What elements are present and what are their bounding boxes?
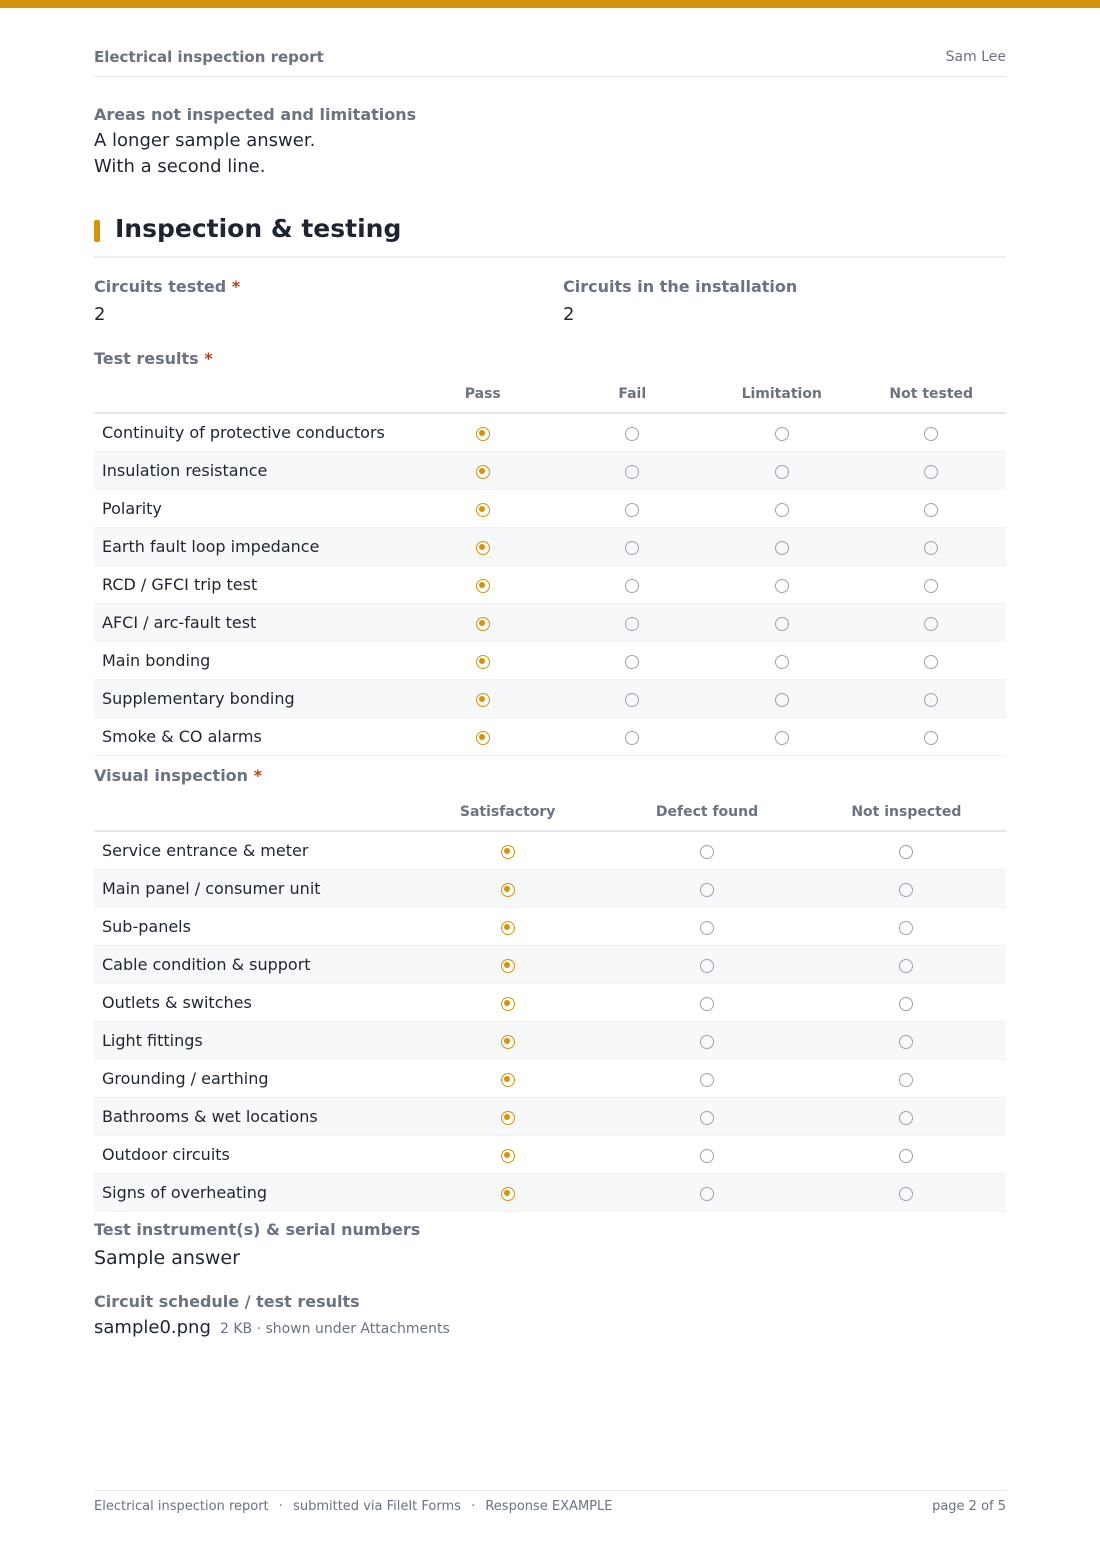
radio-cell-pass [408, 642, 558, 680]
table-row [94, 1136, 1006, 1174]
radio-cell-not-tested [857, 566, 1007, 604]
row-label: Cable condition & support [94, 946, 408, 984]
radio-limitation[interactable] [775, 579, 789, 593]
visual-inspection-label-text: Visual inspection [94, 766, 249, 785]
radio-cell-pass [408, 490, 558, 528]
table-row [94, 870, 1006, 908]
circuit-schedule-field [94, 1292, 450, 1338]
radio-not-inspected[interactable] [899, 1073, 913, 1087]
radio-cell-fail [558, 566, 708, 604]
radio-not-tested[interactable] [924, 579, 938, 593]
table-row [94, 604, 1006, 642]
radio-fail[interactable] [625, 731, 639, 745]
radio-satisfactory[interactable] [501, 1149, 515, 1163]
areas-not-inspected-field [94, 105, 416, 180]
radio-satisfactory[interactable] [501, 1073, 515, 1087]
radio-satisfactory[interactable] [501, 997, 515, 1011]
radio-defect-found[interactable] [700, 1035, 714, 1049]
radio-satisfactory[interactable] [501, 883, 515, 897]
radio-cell-not-inspected [807, 1174, 1006, 1212]
row-label: Light fittings [94, 1022, 408, 1060]
radio-cell-limitation [707, 680, 857, 718]
column-header-satisfactory: Satisfactory [408, 794, 607, 831]
radio-not-tested[interactable] [924, 427, 938, 441]
radio-cell-fail [558, 452, 708, 490]
radio-pass[interactable] [476, 579, 490, 593]
circuits-tested-field [94, 277, 240, 328]
radio-not-inspected[interactable] [899, 921, 913, 935]
row-label: Polarity [94, 490, 408, 528]
answer-line-1: A longer sample answer. [94, 130, 316, 151]
attachment-file-name: sample0.png [94, 1317, 211, 1338]
radio-cell-not-tested [857, 528, 1007, 566]
radio-cell-limitation [707, 604, 857, 642]
table-row [94, 413, 1006, 452]
radio-cell-not-tested [857, 604, 1007, 642]
footer-response-id: Response EXAMPLE [485, 1499, 613, 1514]
test-instruments-field [94, 1220, 420, 1271]
radio-satisfactory[interactable] [501, 1111, 515, 1125]
radio-cell-pass [408, 452, 558, 490]
circuits-tested-label-text: Circuits tested [94, 277, 227, 296]
table-row [94, 1022, 1006, 1060]
radio-limitation[interactable] [775, 465, 789, 479]
radio-fail[interactable] [625, 427, 639, 441]
row-label: Insulation resistance [94, 452, 408, 490]
radio-cell-not-inspected [807, 1098, 1006, 1136]
attachment-file-meta: 2 KB · shown under Attachments [219, 1321, 450, 1337]
radio-not-inspected[interactable] [899, 1035, 913, 1049]
radio-defect-found[interactable] [700, 883, 714, 897]
radio-satisfactory[interactable] [501, 1035, 515, 1049]
radio-cell-pass [408, 566, 558, 604]
radio-cell-fail [558, 413, 708, 452]
radio-cell-pass [408, 718, 558, 756]
row-label: Supplementary bonding [94, 680, 408, 718]
visual-inspection-table [94, 794, 1006, 1212]
test-results-label [94, 349, 213, 368]
circuits-in-installation-label: Circuits in the installation [563, 277, 798, 296]
row-label: Main bonding [94, 642, 408, 680]
table-row [94, 642, 1006, 680]
radio-fail[interactable] [625, 541, 639, 555]
table-row [94, 831, 1006, 870]
table-row [94, 908, 1006, 946]
radio-limitation[interactable] [775, 503, 789, 517]
radio-cell-not-inspected [807, 984, 1006, 1022]
radio-cell-not-inspected [807, 1022, 1006, 1060]
footer-document-title: Electrical inspection report [94, 1499, 269, 1514]
radio-cell-not-inspected [807, 1060, 1006, 1098]
row-label: RCD / GFCI trip test [94, 566, 408, 604]
required-marker: * [253, 766, 263, 785]
answer-line-2: With a second line. [94, 156, 266, 177]
radio-cell-satisfactory [408, 984, 607, 1022]
radio-not-inspected[interactable] [899, 959, 913, 973]
radio-cell-not-inspected [807, 1136, 1006, 1174]
radio-not-inspected[interactable] [899, 997, 913, 1011]
row-label: Smoke & CO alarms [94, 718, 408, 756]
radio-not-inspected[interactable] [899, 1111, 913, 1125]
radio-satisfactory[interactable] [501, 845, 515, 859]
column-header-defect-found: Defect found [607, 794, 806, 831]
radio-limitation[interactable] [775, 541, 789, 555]
table-row [94, 680, 1006, 718]
row-label: Service entrance & meter [94, 831, 408, 870]
radio-cell-satisfactory [408, 946, 607, 984]
radio-cell-not-inspected [807, 831, 1006, 870]
radio-pass[interactable] [476, 617, 490, 631]
column-header-fail: Fail [558, 376, 708, 413]
radio-cell-satisfactory [408, 1098, 607, 1136]
page-number: page 2 of 5 [932, 1499, 1006, 1514]
radio-cell-defect-found [607, 870, 806, 908]
circuits-tested-value: 2 [94, 304, 106, 325]
footer-submission-source: submitted via FileIt Forms [293, 1499, 461, 1514]
radio-defect-found[interactable] [700, 1073, 714, 1087]
radio-cell-satisfactory [408, 1060, 607, 1098]
radio-cell-satisfactory [408, 1022, 607, 1060]
radio-fail[interactable] [625, 465, 639, 479]
table-row [94, 946, 1006, 984]
radio-defect-found[interactable] [700, 1149, 714, 1163]
radio-cell-defect-found [607, 1174, 806, 1212]
required-marker: * [231, 277, 241, 296]
radio-limitation[interactable] [775, 427, 789, 441]
radio-pass[interactable] [476, 693, 490, 707]
radio-cell-satisfactory [408, 908, 607, 946]
row-label: Earth fault loop impedance [94, 528, 408, 566]
radio-not-tested[interactable] [924, 731, 938, 745]
radio-defect-found[interactable] [700, 959, 714, 973]
radio-limitation[interactable] [775, 617, 789, 631]
radio-not-tested[interactable] [924, 541, 938, 555]
author-name: Sam Lee [945, 49, 1006, 65]
radio-pass[interactable] [476, 541, 490, 555]
radio-not-tested[interactable] [924, 503, 938, 517]
page-header [94, 48, 1006, 77]
table-row [94, 718, 1006, 756]
radio-cell-defect-found [607, 946, 806, 984]
radio-cell-pass [408, 604, 558, 642]
radio-fail[interactable] [625, 579, 639, 593]
radio-cell-not-tested [857, 490, 1007, 528]
table-row [94, 566, 1006, 604]
table-row [94, 1060, 1006, 1098]
row-label-header [94, 376, 408, 413]
radio-not-tested[interactable] [924, 693, 938, 707]
row-label: Signs of overheating [94, 1174, 408, 1212]
radio-pass[interactable] [476, 503, 490, 517]
document-title: Electrical inspection report [94, 48, 324, 66]
radio-not-tested[interactable] [924, 617, 938, 631]
radio-cell-limitation [707, 528, 857, 566]
column-header-limitation: Limitation [707, 376, 857, 413]
row-label: Continuity of protective conductors [94, 413, 408, 452]
radio-fail[interactable] [625, 503, 639, 517]
radio-not-tested[interactable] [924, 465, 938, 479]
radio-not-tested[interactable] [924, 655, 938, 669]
test-results-header-row [94, 376, 1006, 413]
attachment-entry [94, 1317, 450, 1338]
radio-cell-satisfactory [408, 870, 607, 908]
top-accent-bar [0, 0, 1100, 8]
table-row [94, 984, 1006, 1022]
circuits-tested-label [94, 277, 240, 296]
radio-limitation[interactable] [775, 693, 789, 707]
radio-defect-found[interactable] [700, 1111, 714, 1125]
row-label: Main panel / consumer unit [94, 870, 408, 908]
footer-separator: · [278, 1499, 283, 1514]
test-instruments-label: Test instrument(s) & serial numbers [94, 1220, 421, 1239]
radio-cell-defect-found [607, 908, 806, 946]
radio-pass[interactable] [476, 427, 490, 441]
radio-cell-defect-found [607, 831, 806, 870]
radio-defect-found[interactable] [700, 1187, 714, 1201]
radio-cell-fail [558, 680, 708, 718]
row-label: Bathrooms & wet locations [94, 1098, 408, 1136]
radio-cell-fail [558, 490, 708, 528]
section-accent-bar [94, 220, 100, 242]
radio-cell-not-tested [857, 680, 1007, 718]
radio-cell-pass [408, 680, 558, 718]
row-label-header [94, 794, 408, 831]
areas-not-inspected-label: Areas not inspected and limitations [94, 105, 417, 124]
radio-cell-defect-found [607, 1022, 806, 1060]
section-heading [94, 214, 1006, 258]
areas-not-inspected-value [94, 128, 416, 180]
radio-cell-fail [558, 642, 708, 680]
radio-cell-fail [558, 528, 708, 566]
radio-cell-defect-found [607, 1136, 806, 1174]
radio-cell-limitation [707, 718, 857, 756]
circuits-in-installation-field [563, 277, 797, 328]
visual-inspection-label [94, 766, 262, 785]
radio-cell-not-inspected [807, 908, 1006, 946]
column-header-not-inspected: Not inspected [807, 794, 1006, 831]
radio-cell-limitation [707, 413, 857, 452]
circuits-in-installation-value: 2 [563, 304, 575, 325]
circuit-schedule-label: Circuit schedule / test results [94, 1292, 360, 1311]
radio-cell-not-inspected [807, 870, 1006, 908]
radio-defect-found[interactable] [700, 997, 714, 1011]
table-row [94, 528, 1006, 566]
test-results-table [94, 376, 1006, 756]
radio-limitation[interactable] [775, 655, 789, 669]
row-label: AFCI / arc-fault test [94, 604, 408, 642]
radio-pass[interactable] [476, 465, 490, 479]
test-instruments-value: Sample answer [94, 1247, 240, 1269]
radio-cell-satisfactory [408, 831, 607, 870]
row-label: Grounding / earthing [94, 1060, 408, 1098]
test-results-label-text: Test results [94, 349, 199, 368]
radio-fail[interactable] [625, 617, 639, 631]
radio-cell-not-inspected [807, 946, 1006, 984]
radio-not-inspected[interactable] [899, 1149, 913, 1163]
radio-not-inspected[interactable] [899, 883, 913, 897]
radio-satisfactory[interactable] [501, 921, 515, 935]
radio-cell-limitation [707, 490, 857, 528]
radio-satisfactory[interactable] [501, 1187, 515, 1201]
radio-cell-defect-found [607, 1098, 806, 1136]
radio-cell-defect-found [607, 984, 806, 1022]
radio-not-inspected[interactable] [899, 1187, 913, 1201]
row-label: Outdoor circuits [94, 1136, 408, 1174]
page-footer [94, 1490, 1006, 1514]
radio-not-inspected[interactable] [899, 845, 913, 859]
radio-fail[interactable] [625, 655, 639, 669]
footer-separator: · [471, 1499, 476, 1514]
table-row [94, 1174, 1006, 1212]
radio-defect-found[interactable] [700, 845, 714, 859]
radio-pass[interactable] [476, 731, 490, 745]
radio-defect-found[interactable] [700, 921, 714, 935]
row-label: Sub-panels [94, 908, 408, 946]
radio-cell-limitation [707, 452, 857, 490]
radio-cell-pass [408, 413, 558, 452]
radio-cell-satisfactory [408, 1174, 607, 1212]
required-marker: * [204, 349, 213, 368]
radio-limitation[interactable] [775, 731, 789, 745]
radio-cell-not-tested [857, 452, 1007, 490]
section-title: Inspection & testing [115, 214, 402, 243]
radio-cell-limitation [707, 566, 857, 604]
radio-cell-not-tested [857, 413, 1007, 452]
radio-satisfactory[interactable] [501, 959, 515, 973]
table-row [94, 452, 1006, 490]
radio-cell-defect-found [607, 1060, 806, 1098]
radio-cell-not-tested [857, 642, 1007, 680]
radio-cell-pass [408, 528, 558, 566]
radio-cell-fail [558, 718, 708, 756]
row-label: Outlets & switches [94, 984, 408, 1022]
radio-cell-fail [558, 604, 708, 642]
table-row [94, 490, 1006, 528]
radio-cell-not-tested [857, 718, 1007, 756]
radio-pass[interactable] [476, 655, 490, 669]
column-header-pass: Pass [408, 376, 558, 413]
radio-fail[interactable] [625, 693, 639, 707]
table-row [94, 1098, 1006, 1136]
visual-inspection-header-row [94, 794, 1006, 831]
radio-cell-satisfactory [408, 1136, 607, 1174]
column-header-not-tested: Not tested [857, 376, 1007, 413]
radio-cell-limitation [707, 642, 857, 680]
